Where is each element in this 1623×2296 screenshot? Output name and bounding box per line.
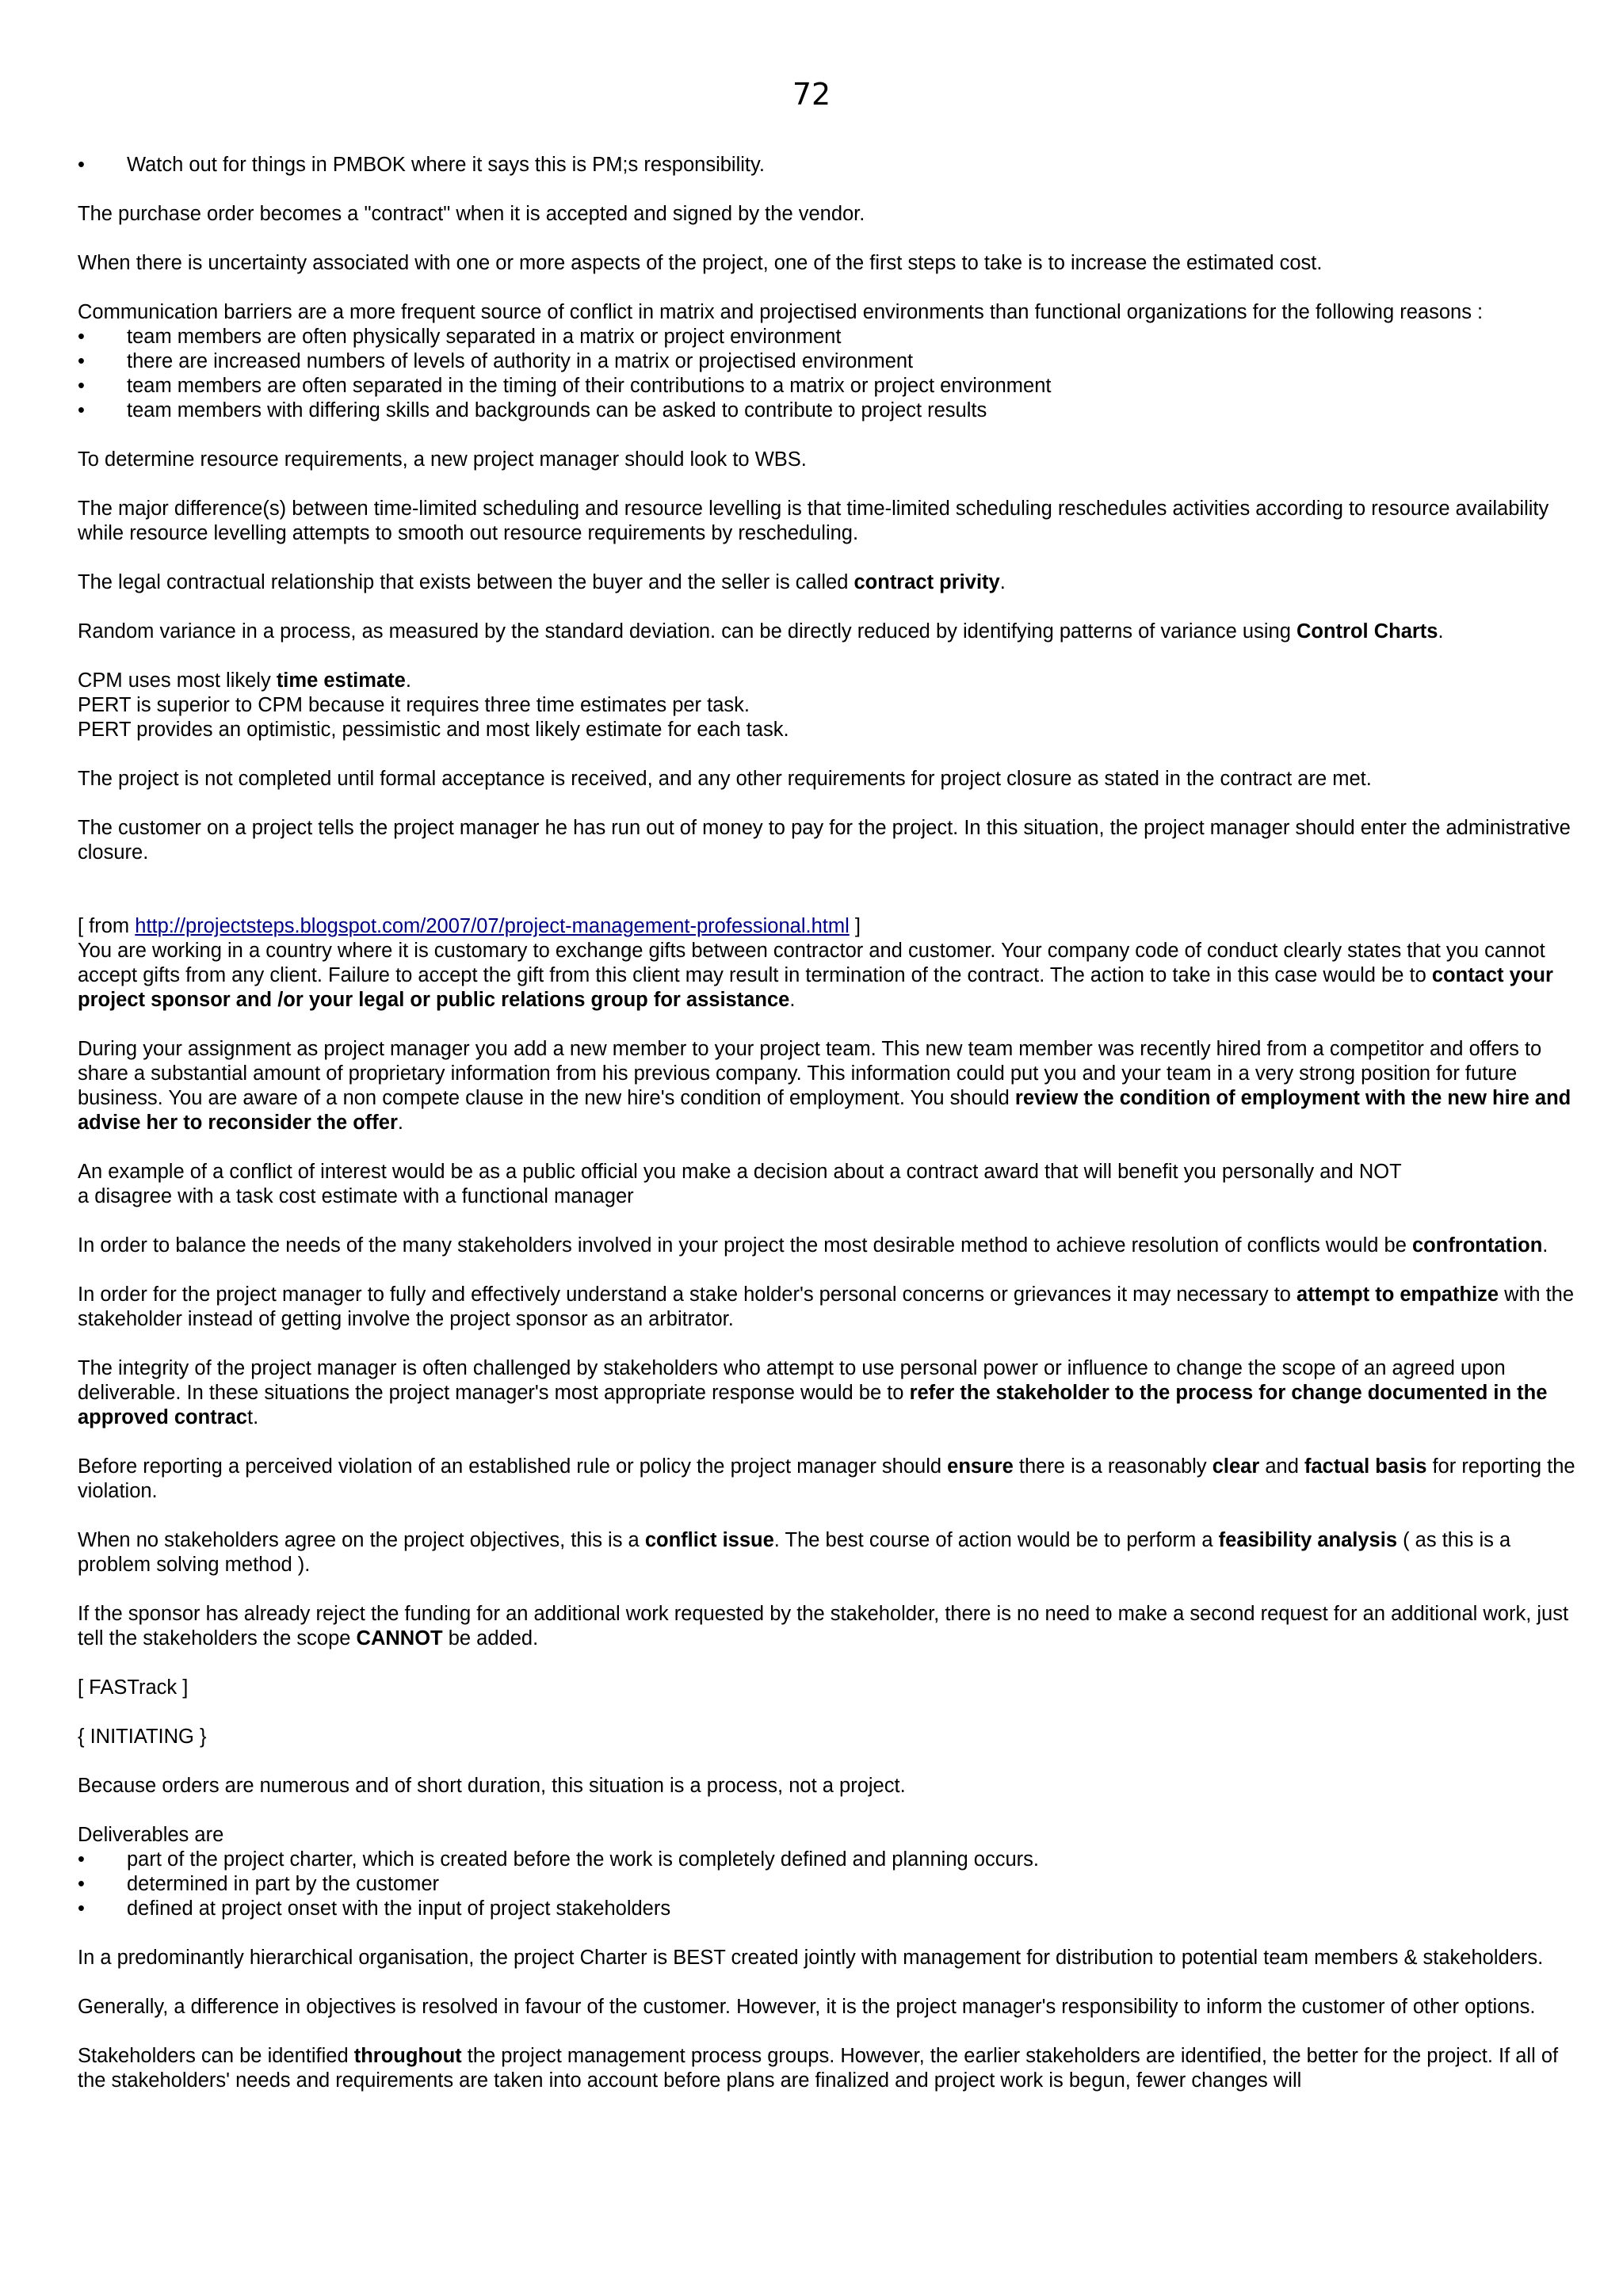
bold-text: ensure — [947, 1455, 1014, 1478]
bold-text: refer the stakeholder to the process for change documented in the approved contrac — [78, 1382, 1548, 1428]
heading-fastrack: [ FASTrack ] — [78, 1676, 189, 1699]
list-item: • team members are often physically separated in a matrix or project environment — [78, 325, 1583, 349]
bold-text: time estimate — [276, 669, 406, 692]
bold-text: contract privity — [854, 571, 1000, 593]
bold-text: conflict issue — [644, 1529, 774, 1551]
bold-text: CANNOT — [356, 1627, 443, 1650]
bold-text: clear — [1212, 1455, 1260, 1478]
paragraph-new-team-member: During your assignment as project manager you add a new member to your project team. This new team member was recently hired from a competitor and offers to share a substantial amount of proprietary information from his previous company. This information could put you and your team in a very strong position for future business. You are aware of a non compete clause in the new hire's condition of employment. You should review the condition of employment with the new hire and advise her to reconsider the offer. — [78, 1038, 1571, 1134]
text-line: a disagree with a task cost estimate with a functional manager — [78, 1185, 634, 1207]
bullet-list-deliverables — [78, 1848, 1583, 1921]
text-line: An example of a conflict of interest would be as a public official you make a decision about a contract award that will benefit you personally and NOT — [78, 1161, 1402, 1183]
list-item: • part of the project charter, which is created before the work is completely defined and planning occurs. — [78, 1848, 1583, 1872]
bold-text: factual basis — [1304, 1455, 1427, 1478]
bullet-list-communication — [78, 325, 1583, 423]
paragraph-integrity: The integrity of the project manager is often challenged by stakeholders who attempt to use personal power or influence to change the scope of an agreed upon deliverable. In these situations the project manager's most appropriate response would be to refer the stakeholder to the process for change documented in the approved contract. — [78, 1357, 1548, 1428]
paragraph-resource-requirements: To determine resource requirements, a new project manager should look to WBS. — [78, 448, 807, 471]
paragraph-reporting-violation: Before reporting a perceived violation of an established rule or policy the project manager should ensure there is a reasonably clear and factual basis for reporting the violation. — [78, 1455, 1575, 1502]
bold-text: confrontation — [1411, 1234, 1543, 1257]
paragraph-project-not-completed: The project is not completed until formal acceptance is received, and any other requirements for project closure as stated in the contract are met. — [78, 768, 1372, 790]
list-item: • determined in part by the customer — [78, 1872, 1583, 1897]
list-item: • team members are often separated in the timing of their contributions to a matrix or project environment — [78, 374, 1583, 399]
bold-text: contact your project sponsor and /or your legal or public relations group for assistance — [78, 964, 1553, 1011]
paragraph-no-stakeholders-agree: When no stakeholders agree on the project objectives, this is a conflict issue. The best course of action would be to perform a feasibility analysis ( as this is a problem solving method ). — [78, 1529, 1511, 1576]
paragraph-stakeholders-identified: Stakeholders can be identified throughout the project management process groups. However, the earlier stakeholders are identified, the better for the project. If all of the stakeholders' needs and requirements are taken into account before plans are finalized and project work is begun, fewer changes will — [78, 2045, 1559, 2092]
text-line: PERT is superior to CPM because it requires three time estimates per task. — [78, 694, 750, 716]
paragraph-balance-needs: In order to balance the needs of the many stakeholders involved in your project the most desirable method to achieve resolution of conflicts would be confrontation. — [78, 1234, 1549, 1257]
heading-initiating: { INITIATING } — [78, 1726, 207, 1748]
paragraph-conflict-of-interest — [78, 1160, 1583, 1209]
paragraph-deliverables: Deliverables are — [78, 1824, 224, 1846]
paragraph-difference-objectives: Generally, a difference in objectives is resolved in favour of the customer. However, it is the project manager's responsibility to inform the customer of other options. — [78, 1996, 1536, 2018]
source-link[interactable]: http://projectsteps.blogspot.com/2007/07/project-management-professional.html — [135, 915, 850, 937]
list-item: • team members with differing skills and backgrounds can be asked to contribute to project results — [78, 399, 1583, 423]
list-item: • there are increased numbers of levels of authority in a matrix or projectised environment — [78, 349, 1583, 374]
text-line: PERT provides an optimistic, pessimistic and most likely estimate for each task. — [78, 719, 789, 741]
bold-text: throughout — [353, 2045, 462, 2067]
source-line: [ from http://projectsteps.blogspot.com/2007/07/project-management-professional.html ] — [78, 915, 861, 937]
paragraph-purchase-order: The purchase order becomes a "contract" when it is accepted and signed by the vendor. — [78, 203, 865, 225]
bold-text: Control Charts — [1296, 620, 1438, 643]
bold-text: attempt to empathize — [1296, 1283, 1499, 1306]
bullet-list-top — [78, 153, 1583, 177]
paragraph-major-difference: The major difference(s) between time-limited scheduling and resource levelling is that time-limited scheduling reschedules activities according to resource availability while resource levelling attempts to smooth out resource requirements by rescheduling. — [78, 498, 1549, 544]
page-content — [78, 153, 1583, 2093]
bold-text: review the condition of employment with the new hire and advise her to reconsider the offer — [78, 1087, 1571, 1134]
paragraph-cpm-pert — [78, 669, 1583, 742]
paragraph-empathize: In order for the project manager to fully and effectively understand a stake holder's personal concerns or grievances it may necessary to attempt to empathize with the stakeholder instead of getting involve the project sponsor as an arbitrator. — [78, 1283, 1575, 1330]
text-line: CPM uses most likely time estimate. — [78, 669, 411, 692]
paragraph-uncertainty: When there is uncertainty associated with one or more aspects of the project, one of the first steps to take is to increase the estimated cost. — [78, 252, 1323, 274]
paragraph-hierarchical-organisation: In a predominantly hierarchical organisation, the project Charter is BEST created jointly with management for distribution to potential team members & stakeholders. — [78, 1947, 1544, 1969]
paragraph-sponsor-funding: If the sponsor has already reject the funding for an additional work requested by the stakeholder, there is no need to make a second request for an additional work, just tell the stakeholders the scope CANNOT be added. — [78, 1603, 1569, 1650]
paragraph-gifts: You are working in a country where it is customary to exchange gifts between contractor and customer. Your company code of conduct clearly states that you cannot accept gifts from any client. Failure to accept the gift from this client may result in termination of the contract. The action to take in this case would be to contact your project sponsor and /or your legal or public relations group for assistance. — [78, 940, 1553, 1011]
list-item: • Watch out for things in PMBOK where it says this is PM;s responsibility. — [78, 153, 1583, 177]
bold-text: feasibility analysis — [1218, 1529, 1398, 1551]
paragraph-customer-money: The customer on a project tells the project manager he has run out of money to pay for the project. In this situation, the project manager should enter the administrative closure. — [78, 817, 1571, 864]
paragraph-random-variance: Random variance in a process, as measured by the standard deviation. can be directly reduced by identifying patterns of variance using Control Charts. — [78, 620, 1444, 643]
paragraph-orders: Because orders are numerous and of short duration, this situation is a process, not a project. — [78, 1775, 906, 1797]
paragraph-legal-relationship: The legal contractual relationship that exists between the buyer and the seller is called contract privity. — [78, 571, 1006, 593]
list-item: • defined at project onset with the input of project stakeholders — [78, 1897, 1583, 1921]
page-number: 72 — [792, 77, 831, 112]
paragraph-communication-barriers: Communication barriers are a more frequent source of conflict in matrix and projectised environments than functional organizations for the following reasons : — [78, 301, 1484, 323]
